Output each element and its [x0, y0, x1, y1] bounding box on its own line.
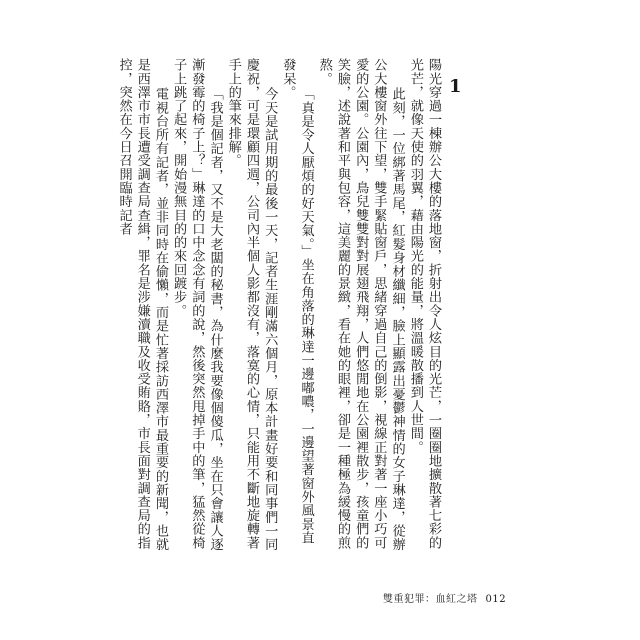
- paragraph: 電視台所有記者，並非同時在偷懶，而是忙著採訪西澤市最重要的新聞，也就是西澤市市長遭受調查局查緝，罪名是涉嫌瀆職及收受賄賂，市長面對調查局的指控，突然在今日召開臨時記者: [116, 58, 168, 552]
- paragraph: 此刻，一位綁著馬尾，紅髮身材纖細，臉上顯露出憂鬱神情的女子琳達，從辦公大樓窗外往下望，雙手緊貼窗戶，思緒穿過自己的倒影，視線正對著一座小巧可愛的公園。公園內，鳥兒雙雙對對展翅飛翔，人們悠閒地在公園裡散步，孩童們的笑臉，述說著和平與包容，這美麗的景緻，看在她的眼裡，卻是一種極為緩慢的煎熬。: [316, 58, 405, 552]
- body-text: [116, 58, 442, 558]
- page-number: 012: [485, 594, 507, 605]
- paragraph: 「真是令人厭煩的好天氣。」坐在角落的琳達一邊嘟噥，一邊望著窗外風景直發呆。: [280, 58, 314, 545]
- paragraph: 今天是試用期的最後一天，記者生涯剛滿六個月，原本計畫好要和同事們一同慶祝，可是環顧四週，公司內半個人影都沒有，落寞的心情，只能用不斷地旋轉著手上的筆來排解。: [225, 58, 278, 552]
- paragraph: 陽光穿過一棟辦公大樓的落地窗，折射出令人炫目的光芒，一圈圈地擴散著七彩的光芒，就像天使的羽翼，藉由陽光的能量，將溫暖散播到人世間。: [407, 58, 441, 550]
- page-footer: [383, 590, 506, 605]
- book-title: 雙重犯罪：血紅之塔: [383, 594, 478, 605]
- chapter-number: 1: [449, 76, 462, 97]
- paragraph: 「我是個記者，又不是大老闆的秘書，為什麼我要像個傻瓜，坐在只會讓人逐漸發霉的椅子上？」琳達的口中念念有詞的說，然後突然甩掉手中的筆，猛然從椅子上跳了起來，開始漫無目的的來回踱步。: [171, 58, 223, 552]
